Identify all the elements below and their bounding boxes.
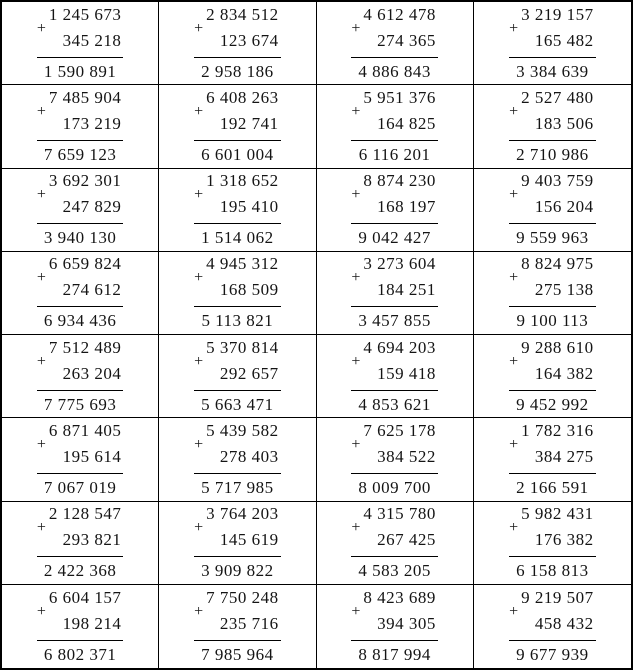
addends-column: [521, 252, 596, 304]
addends-column: [206, 335, 281, 387]
addition-problem-cell: [2, 85, 159, 168]
plus-operator: +: [194, 102, 204, 120]
addition-problem: [509, 418, 596, 499]
addends-block: [37, 2, 124, 54]
addends-column: [363, 2, 438, 54]
addends-column: [206, 418, 281, 470]
sum-line: [37, 556, 124, 557]
addition-problem-cell: [317, 252, 474, 335]
addition-problem-cell: [317, 169, 474, 252]
plus-operator: +: [351, 602, 361, 620]
sum-value: 3 940 130: [43, 228, 117, 248]
addend-2: 384 275: [534, 446, 594, 466]
sum-value: 8 817 994: [358, 644, 431, 664]
addend-1: 4 694 203: [363, 337, 436, 357]
addend-2: 192 741: [219, 113, 279, 133]
plus-operator: +: [509, 519, 519, 537]
addition-problem-cell: [159, 85, 316, 168]
sum-line: [351, 57, 438, 58]
plus-operator: +: [194, 19, 204, 37]
addition-problem-cell: [2, 418, 159, 501]
addends-column: [206, 252, 281, 304]
addend-1: 3 219 157: [521, 4, 594, 24]
sum-line: [509, 223, 596, 224]
addition-problem: [351, 585, 438, 666]
sum-value: 7 659 123: [43, 144, 117, 164]
addend-2: 247 829: [62, 197, 122, 217]
sum-line: [37, 306, 124, 307]
sum-value: 1 514 062: [201, 228, 274, 248]
addition-problem: [37, 169, 124, 250]
addition-problem: [37, 252, 124, 333]
sum-line: [351, 306, 438, 307]
addends-block: [509, 335, 596, 387]
sum-value: 3 384 639: [516, 61, 589, 81]
sum-value: 9 452 992: [516, 394, 589, 414]
addends-block: [194, 85, 281, 137]
addend-2: 195 614: [62, 446, 122, 466]
addend-2: 293 821: [62, 530, 122, 550]
addends-block: [509, 502, 596, 554]
addition-problem-cell: [2, 169, 159, 252]
addition-problem-cell: [474, 585, 631, 668]
addend-2: 345 218: [62, 30, 122, 50]
addend-1: 9 219 507: [521, 587, 594, 607]
addition-problem-cell: [317, 418, 474, 501]
plus-operator: +: [194, 269, 204, 287]
addends-column: [521, 418, 596, 470]
plus-operator: +: [194, 435, 204, 453]
addend-2: 123 674: [219, 30, 279, 50]
addends-column: [521, 2, 596, 54]
plus-operator: +: [194, 519, 204, 537]
addends-column: [521, 585, 596, 637]
addend-1: 2 527 480: [521, 87, 594, 107]
addition-problem-cell: [159, 585, 316, 668]
addends-block: [37, 335, 124, 387]
plus-operator: +: [509, 102, 519, 120]
addends-column: [363, 502, 438, 554]
addend-1: 9 288 610: [521, 337, 594, 357]
addition-problem: [194, 585, 281, 666]
addend-1: 7 625 178: [363, 420, 436, 440]
addition-problem: [509, 585, 596, 666]
addends-column: [206, 585, 281, 637]
addends-block: [37, 502, 124, 554]
addend-1: 7 485 904: [48, 87, 122, 107]
addends-block: [351, 502, 438, 554]
addition-problem: [509, 169, 596, 250]
addend-1: 5 439 582: [206, 420, 279, 440]
sum-line: [37, 57, 124, 58]
addend-1: 2 128 547: [48, 504, 122, 524]
addition-problem-cell: [2, 335, 159, 418]
sum-value: 3 457 855: [358, 311, 431, 331]
addend-1: 8 423 689: [363, 587, 436, 607]
addends-block: [194, 502, 281, 554]
addends-block: [351, 169, 438, 221]
addend-2: 384 522: [377, 446, 436, 466]
addends-column: [49, 85, 124, 137]
addend-1: 5 370 814: [206, 337, 279, 357]
addition-problem-cell: [474, 502, 631, 585]
sum-line: [509, 57, 596, 58]
addition-problem: [37, 2, 124, 83]
addends-block: [509, 585, 596, 637]
sum-value: 9 677 939: [516, 644, 589, 664]
plus-operator: +: [36, 435, 46, 453]
addition-problem: [351, 335, 438, 416]
sum-line: [509, 556, 596, 557]
addition-problem-cell: [474, 418, 631, 501]
addend-1: 1 782 316: [521, 420, 594, 440]
sum-line: [351, 640, 438, 641]
sum-line: [194, 57, 281, 58]
addition-problem: [37, 585, 124, 666]
addends-column: [363, 418, 438, 470]
addends-column: [206, 85, 281, 137]
addition-problem: [37, 335, 124, 416]
sum-line: [351, 140, 438, 141]
addends-block: [37, 169, 124, 221]
addends-column: [49, 335, 124, 387]
plus-operator: +: [351, 186, 361, 204]
addend-1: 3 764 203: [206, 504, 279, 524]
addend-2: 145 619: [219, 530, 279, 550]
sum-line: [194, 390, 281, 391]
addends-block: [351, 2, 438, 54]
plus-operator: +: [36, 602, 46, 620]
plus-operator: +: [351, 102, 361, 120]
addend-2: 168 197: [377, 197, 436, 217]
plus-operator: +: [194, 602, 204, 620]
addend-2: 183 506: [534, 113, 594, 133]
addends-block: [37, 252, 124, 304]
addition-problem-cell: [474, 252, 631, 335]
sum-value: 4 583 205: [358, 561, 431, 581]
plus-operator: +: [351, 269, 361, 287]
sum-value: 2 958 186: [201, 61, 274, 81]
sum-value: 6 601 004: [201, 144, 274, 164]
addition-problem-cell: [317, 335, 474, 418]
addends-block: [194, 585, 281, 637]
sum-line: [351, 223, 438, 224]
addend-2: 184 251: [377, 280, 436, 300]
addends-column: [363, 335, 438, 387]
sum-line: [37, 640, 124, 641]
addends-block: [509, 252, 596, 304]
addend-2: 274 365: [377, 30, 436, 50]
sum-value: 3 909 822: [201, 561, 274, 581]
addend-1: 7 750 248: [206, 587, 279, 607]
addend-1: 4 612 478: [363, 4, 436, 24]
addition-problem-cell: [159, 252, 316, 335]
addends-block: [194, 252, 281, 304]
addition-problem: [509, 85, 596, 166]
sum-value: 6 158 813: [516, 561, 589, 581]
sum-value: 1 590 891: [43, 61, 117, 81]
sum-line: [194, 473, 281, 474]
addition-problem: [194, 85, 281, 166]
sum-value: 6 802 371: [43, 644, 117, 664]
sum-value: 2 422 368: [43, 561, 117, 581]
addends-column: [206, 2, 281, 54]
sum-line: [194, 306, 281, 307]
plus-operator: +: [351, 352, 361, 370]
addend-2: 164 825: [377, 113, 436, 133]
sum-value: 7 067 019: [43, 477, 117, 497]
addition-problem-cell: [159, 335, 316, 418]
addend-2: 164 382: [534, 363, 594, 383]
plus-operator: +: [36, 519, 46, 537]
plus-operator: +: [509, 602, 519, 620]
addition-problem-cell: [317, 2, 474, 85]
addition-problem: [351, 2, 438, 83]
sum-line: [37, 390, 124, 391]
plus-operator: +: [509, 19, 519, 37]
addend-2: 165 482: [534, 30, 594, 50]
addition-problem: [194, 2, 281, 83]
addends-block: [194, 2, 281, 54]
addition-problem: [509, 252, 596, 333]
addition-problem-cell: [474, 2, 631, 85]
addends-column: [49, 418, 124, 470]
addition-problem-cell: [474, 335, 631, 418]
addition-problem-cell: [2, 2, 159, 85]
sum-line: [509, 473, 596, 474]
sum-line: [37, 473, 124, 474]
sum-value: 4 886 843: [358, 61, 431, 81]
sum-line: [509, 390, 596, 391]
addends-column: [521, 335, 596, 387]
sum-line: [351, 473, 438, 474]
addition-problem: [509, 335, 596, 416]
sum-line: [509, 306, 596, 307]
sum-value: 6 934 436: [43, 311, 117, 331]
addition-problem: [351, 85, 438, 166]
addends-block: [37, 585, 124, 637]
addends-column: [206, 502, 281, 554]
addends-column: [49, 2, 124, 54]
sum-line: [194, 556, 281, 557]
addition-problem: [351, 418, 438, 499]
addends-block: [351, 585, 438, 637]
addend-1: 8 824 975: [521, 254, 594, 274]
addition-problem-cell: [317, 85, 474, 168]
addend-1: 9 403 759: [521, 171, 594, 191]
sum-value: 7 775 693: [43, 394, 117, 414]
sum-value: 9 559 963: [516, 228, 589, 248]
addends-column: [363, 585, 438, 637]
addends-column: [206, 169, 281, 221]
addends-column: [521, 502, 596, 554]
addend-2: 278 403: [219, 446, 279, 466]
addends-block: [37, 85, 124, 137]
plus-operator: +: [36, 19, 46, 37]
plus-operator: +: [509, 435, 519, 453]
addends-column: [521, 85, 596, 137]
addends-column: [49, 252, 124, 304]
addend-2: 173 219: [62, 113, 122, 133]
plus-operator: +: [509, 269, 519, 287]
addend-2: 176 382: [534, 530, 594, 550]
addition-problem-cell: [2, 502, 159, 585]
addend-2: 274 612: [62, 280, 122, 300]
sum-value: 2 166 591: [516, 477, 589, 497]
sum-value: 9 042 427: [358, 228, 431, 248]
addend-2: 235 716: [219, 613, 279, 633]
sum-value: 7 985 964: [201, 644, 274, 664]
sum-value: 5 113 821: [201, 311, 274, 331]
addends-block: [194, 418, 281, 470]
sum-line: [194, 640, 281, 641]
addend-1: 8 874 230: [363, 171, 436, 191]
addend-1: 5 982 431: [521, 504, 594, 524]
addition-problem-cell: [474, 169, 631, 252]
addends-column: [49, 585, 124, 637]
addend-1: 3 273 604: [363, 254, 436, 274]
addends-block: [194, 335, 281, 387]
sum-line: [509, 640, 596, 641]
addition-problem: [194, 169, 281, 250]
addition-problem: [194, 335, 281, 416]
addend-1: 7 512 489: [48, 337, 122, 357]
sum-line: [37, 140, 124, 141]
addend-1: 6 871 405: [48, 420, 122, 440]
addends-block: [509, 2, 596, 54]
sum-value: 5 663 471: [201, 394, 274, 414]
sum-line: [37, 223, 124, 224]
addends-block: [37, 418, 124, 470]
addition-problem-cell: [2, 252, 159, 335]
addition-problem: [509, 2, 596, 83]
addition-problem: [351, 252, 438, 333]
plus-operator: +: [36, 269, 46, 287]
addend-2: 267 425: [377, 530, 436, 550]
plus-operator: +: [351, 19, 361, 37]
addend-2: 394 305: [377, 613, 436, 633]
sum-line: [194, 223, 281, 224]
addend-2: 292 657: [219, 363, 279, 383]
addend-1: 4 945 312: [206, 254, 279, 274]
addends-block: [509, 85, 596, 137]
addends-column: [521, 169, 596, 221]
addends-block: [509, 418, 596, 470]
addend-1: 6 659 824: [48, 254, 122, 274]
addition-problem-cell: [2, 585, 159, 668]
sum-line: [509, 140, 596, 141]
addends-block: [351, 335, 438, 387]
plus-operator: +: [36, 102, 46, 120]
addition-problem: [37, 418, 124, 499]
addends-block: [351, 252, 438, 304]
addend-2: 263 204: [62, 363, 122, 383]
addition-problem: [194, 252, 281, 333]
addition-problem: [351, 169, 438, 250]
addition-problem-cell: [159, 2, 316, 85]
addend-1: 1 245 673: [48, 4, 122, 24]
addend-1: 6 604 157: [48, 587, 122, 607]
plus-operator: +: [36, 186, 46, 204]
addition-problem-cell: [159, 502, 316, 585]
addition-problem-cell: [317, 585, 474, 668]
addend-2: 168 509: [219, 280, 279, 300]
sum-line: [351, 390, 438, 391]
plus-operator: +: [194, 186, 204, 204]
addition-problem: [509, 502, 596, 583]
addend-2: 198 214: [62, 613, 122, 633]
addition-problem-cell: [159, 169, 316, 252]
addition-problem: [37, 502, 124, 583]
sum-line: [351, 556, 438, 557]
sum-value: 5 717 985: [201, 477, 274, 497]
addend-1: 3 692 301: [48, 171, 122, 191]
addends-block: [351, 418, 438, 470]
addend-2: 275 138: [534, 280, 594, 300]
addends-column: [363, 169, 438, 221]
sum-value: 9 100 113: [516, 311, 589, 331]
plus-operator: +: [194, 352, 204, 370]
addends-block: [509, 169, 596, 221]
addend-2: 458 432: [534, 613, 594, 633]
addition-problem-cell: [474, 85, 631, 168]
addend-2: 159 418: [377, 363, 436, 383]
addition-problem-cell: [159, 418, 316, 501]
addend-1: 6 408 263: [206, 87, 279, 107]
addends-column: [49, 169, 124, 221]
plus-operator: +: [351, 519, 361, 537]
addition-problem: [194, 418, 281, 499]
addend-2: 156 204: [534, 197, 594, 217]
addends-block: [194, 169, 281, 221]
addend-1: 1 318 652: [206, 171, 279, 191]
sum-line: [194, 140, 281, 141]
sum-value: 8 009 700: [358, 477, 431, 497]
addends-block: [351, 85, 438, 137]
addends-column: [363, 252, 438, 304]
sum-value: 6 116 201: [358, 144, 431, 164]
addend-1: 2 834 512: [206, 4, 279, 24]
addition-problem: [194, 502, 281, 583]
addends-column: [363, 85, 438, 137]
addition-problem: [351, 502, 438, 583]
addition-problem: [37, 85, 124, 166]
addend-1: 4 315 780: [363, 504, 436, 524]
addition-problem-cell: [317, 502, 474, 585]
addend-2: 195 410: [219, 197, 279, 217]
sum-value: 2 710 986: [516, 144, 589, 164]
plus-operator: +: [36, 352, 46, 370]
addends-column: [49, 502, 124, 554]
plus-operator: +: [509, 352, 519, 370]
plus-operator: +: [351, 435, 361, 453]
sum-value: 4 853 621: [358, 394, 431, 414]
addend-1: 5 951 376: [363, 87, 436, 107]
plus-operator: +: [509, 186, 519, 204]
